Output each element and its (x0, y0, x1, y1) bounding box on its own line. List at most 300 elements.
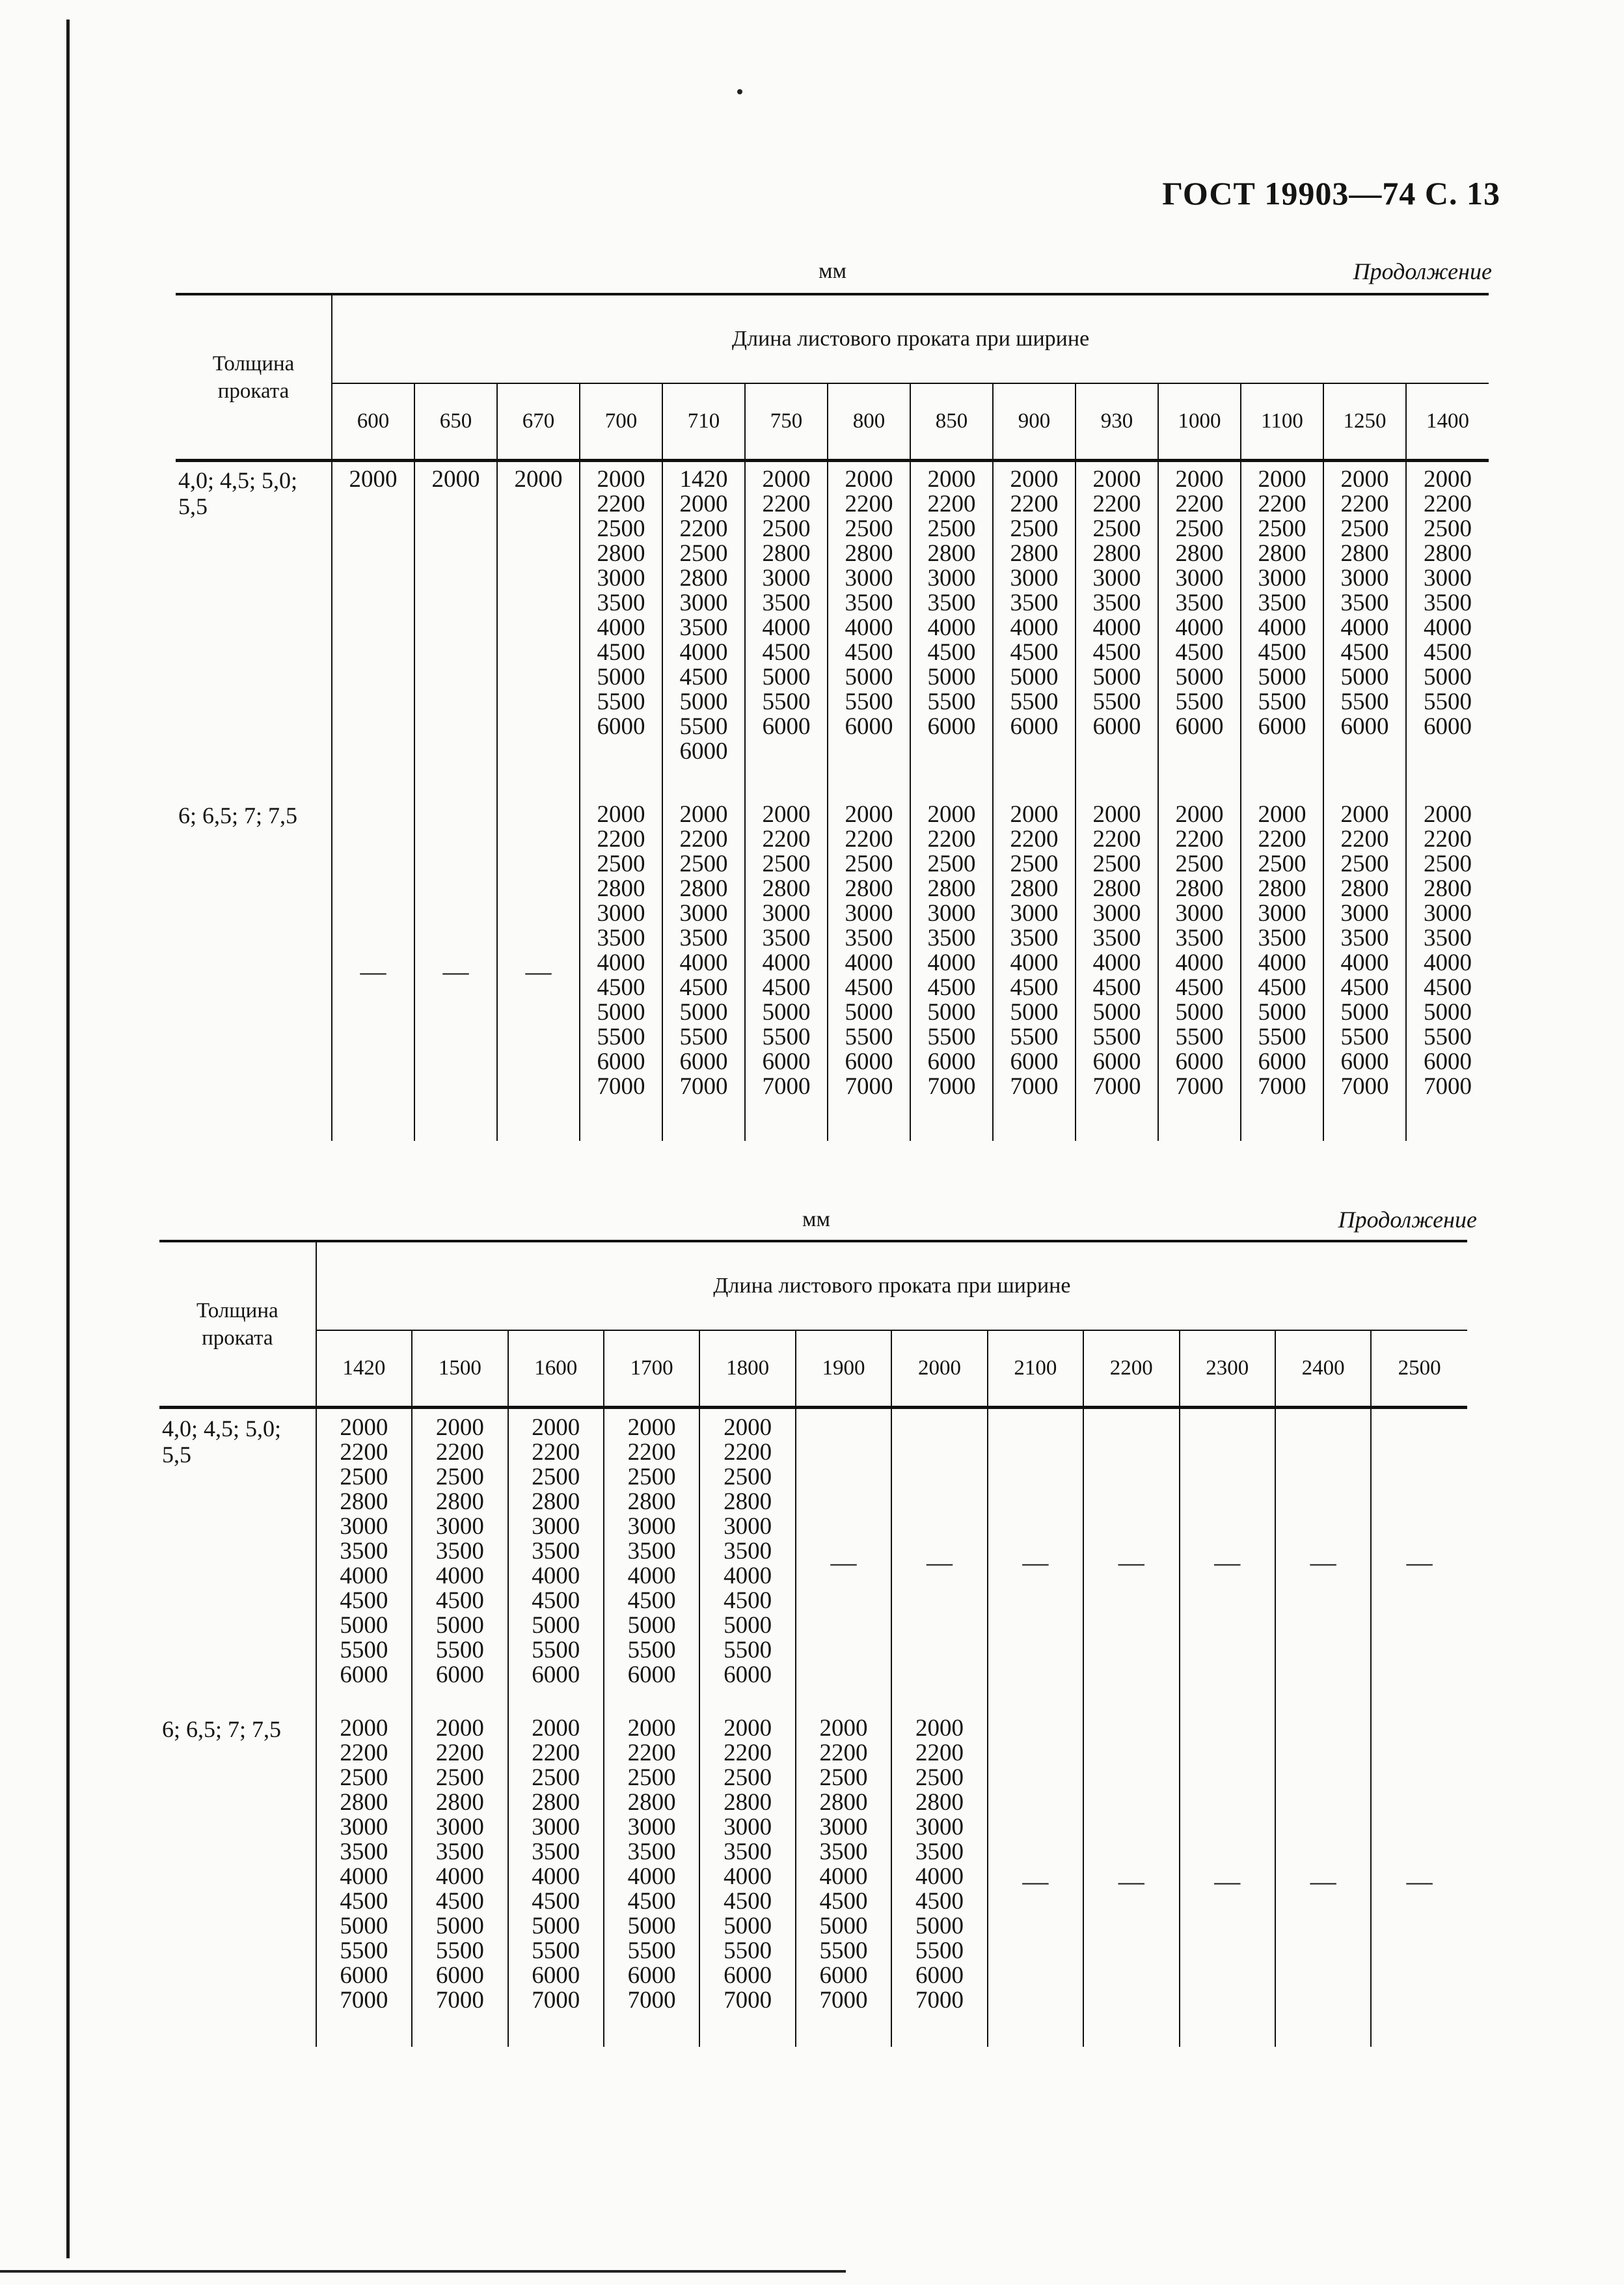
length-value: 2000 (1092, 801, 1141, 828)
length-value: 4000 (927, 950, 976, 976)
length-value: 2200 (927, 491, 976, 517)
length-value: 5500 (1340, 689, 1389, 715)
length-value: 2200 (845, 491, 893, 517)
length-value: 5500 (927, 1024, 976, 1050)
length-value: 2000 (597, 466, 645, 493)
length-value: 5000 (435, 1913, 484, 1939)
length-value: 3500 (340, 1839, 388, 1865)
length-value: 3500 (927, 925, 976, 951)
length-value: 6000 (435, 1662, 484, 1688)
length-value: 5500 (532, 1937, 580, 1964)
length-value: 2800 (597, 540, 645, 567)
length-value: 5000 (1258, 999, 1306, 1026)
length-value: 4500 (597, 974, 645, 1001)
length-value: 2200 (597, 826, 645, 853)
length-value: 4500 (1424, 974, 1472, 1001)
length-cell (508, 1408, 604, 1710)
length-value: 5000 (1092, 664, 1141, 691)
length-value: 2500 (927, 851, 976, 877)
length-value: 2000 (927, 466, 976, 493)
length-value: 5500 (597, 1024, 645, 1050)
length-cell (1083, 1408, 1179, 1710)
length-value: 2800 (597, 875, 645, 902)
length-cell (796, 1408, 891, 1710)
length-value: 2800 (1010, 875, 1059, 902)
thickness-cell: 6; 6,5; 7; 7,5 (176, 796, 332, 1141)
length-value: 2500 (679, 540, 728, 567)
length-value: 2800 (927, 875, 976, 902)
length-value: 3000 (679, 590, 728, 616)
length-value: 6000 (762, 713, 811, 740)
length-value: 6000 (340, 1662, 388, 1688)
length-value: 6000 (819, 1962, 868, 1989)
length-cell (412, 1408, 508, 1710)
length-value: 3000 (435, 1814, 484, 1840)
length-value: 3500 (1010, 590, 1059, 616)
length-value: 3000 (724, 1513, 772, 1540)
length-value: 2500 (724, 1464, 772, 1490)
length-value: 2000 (1424, 801, 1472, 828)
length-value: 4000 (1010, 950, 1059, 976)
width-header-cell: 1700 (604, 1330, 699, 1408)
length-value: 6000 (1092, 713, 1141, 740)
length-value: 1420 (679, 466, 728, 493)
length-value: 5000 (340, 1913, 388, 1939)
length-value: 6000 (1175, 1048, 1224, 1075)
width-header-row (159, 1330, 1467, 1408)
width-header-cell: 930 (1076, 383, 1158, 461)
length-value: 4000 (845, 614, 893, 641)
length-value: 2500 (340, 1764, 388, 1791)
length-value: 3500 (927, 590, 976, 616)
length-value: 5000 (435, 1612, 484, 1639)
length-value: 5500 (532, 1637, 580, 1663)
length-value: 4500 (532, 1587, 580, 1614)
length-value: 6000 (927, 713, 976, 740)
length-value: 3000 (597, 565, 645, 592)
length-value: 4500 (627, 1587, 676, 1614)
length-value: 3000 (435, 1513, 484, 1540)
length-value: 4000 (627, 1863, 676, 1890)
length-value: 4000 (597, 614, 645, 641)
length-value: 3000 (927, 900, 976, 927)
length-value: 2500 (532, 1764, 580, 1791)
length-value: 2500 (597, 515, 645, 542)
length-value: 2500 (532, 1464, 580, 1490)
length-value: 2200 (1340, 826, 1389, 853)
length-value: 4500 (679, 664, 728, 691)
length-value: 4000 (435, 1863, 484, 1890)
length-value: 4000 (1340, 614, 1389, 641)
length-value: 4000 (762, 614, 811, 641)
length-value: 3000 (1424, 565, 1472, 592)
length-value: 2800 (532, 1488, 580, 1515)
length-value: 5000 (1424, 664, 1472, 691)
length-value: 2500 (819, 1764, 868, 1791)
length-value: 2200 (724, 1439, 772, 1466)
length-value: 3500 (845, 925, 893, 951)
length-value: 7000 (532, 1987, 580, 2014)
length-value: 5500 (1258, 689, 1306, 715)
length-value: 7000 (724, 1987, 772, 2014)
width-header-cell: 650 (414, 383, 497, 461)
length-value: 2800 (435, 1789, 484, 1816)
length-cell (414, 461, 497, 797)
length-value: 3500 (1175, 925, 1224, 951)
length-value: 2800 (1258, 875, 1306, 902)
thickness-cell: 6; 6,5; 7; 7,5 (159, 1710, 316, 2047)
length-value: 7000 (819, 1987, 868, 2014)
length-value: 3000 (845, 565, 893, 592)
length-value: 2500 (1092, 515, 1141, 542)
length-value: 3500 (1010, 925, 1059, 951)
length-value: 3500 (1258, 590, 1306, 616)
length-value: 5000 (679, 689, 728, 715)
length-value: 2500 (845, 515, 893, 542)
length-value: 4500 (435, 1587, 484, 1614)
length-value: 5500 (679, 1024, 728, 1050)
length-value: 5000 (1340, 999, 1389, 1026)
length-value: 6000 (724, 1962, 772, 1989)
length-value: 5000 (1010, 664, 1059, 691)
length-cell (745, 461, 828, 797)
length-value: 4000 (724, 1863, 772, 1890)
length-value: 2000 (627, 1414, 676, 1441)
length-value: 4000 (1258, 614, 1306, 641)
length-value: 5500 (724, 1937, 772, 1964)
width-header-cell: 900 (993, 383, 1076, 461)
length-value: 5500 (679, 713, 728, 740)
table2 (159, 1240, 1467, 2047)
length-value: 2000 (340, 1715, 388, 1742)
no-value-dash: — (1022, 1548, 1049, 1577)
length-value: 2800 (1175, 540, 1224, 567)
length-cell (910, 796, 993, 1141)
length-value: 5000 (1258, 664, 1306, 691)
length-value: 2200 (1424, 826, 1472, 853)
table-row (176, 796, 1489, 1141)
length-cell (828, 796, 910, 1141)
length-value: 4500 (1175, 639, 1224, 666)
width-header-cell: 1500 (412, 1330, 508, 1408)
length-cell (699, 1408, 795, 1710)
length-value: 5000 (1175, 664, 1224, 691)
length-value: 5500 (1092, 1024, 1141, 1050)
length-value: 3500 (340, 1538, 388, 1565)
length-value: 2200 (340, 1740, 388, 1766)
length-cell (332, 796, 414, 1141)
length-value: 2500 (340, 1464, 388, 1490)
length-value: 2200 (927, 826, 976, 853)
length-value: 5500 (1424, 1024, 1472, 1050)
length-value: 2200 (627, 1740, 676, 1766)
length-value: 2800 (1092, 540, 1141, 567)
length-value: 2800 (627, 1488, 676, 1515)
table2-units: мм (802, 1207, 831, 1231)
length-value: 2000 (1175, 466, 1224, 493)
length-value: 2800 (1424, 540, 1472, 567)
width-header-cell: 850 (910, 383, 993, 461)
no-value-dash: — (1118, 1867, 1144, 1896)
length-value: 4500 (1092, 639, 1141, 666)
length-value: 5000 (762, 999, 811, 1026)
length-value: 3000 (1010, 565, 1059, 592)
length-cell (497, 796, 580, 1141)
no-value-dash: — (442, 957, 469, 986)
length-value: 6000 (1010, 713, 1059, 740)
length-value: 4000 (532, 1563, 580, 1589)
length-value: 2000 (762, 801, 811, 828)
length-value: 2500 (1340, 851, 1389, 877)
no-value-dash: — (525, 957, 552, 986)
width-header-cell: 2400 (1275, 1330, 1371, 1408)
width-header-cell: 1000 (1158, 383, 1241, 461)
length-value: 2800 (1258, 540, 1306, 567)
length-cell (580, 461, 662, 797)
no-value-dash: — (1406, 1548, 1433, 1577)
length-value: 7000 (927, 1073, 976, 1100)
length-value: 3000 (532, 1814, 580, 1840)
length-value: 2500 (762, 851, 811, 877)
length-cell (993, 796, 1076, 1141)
length-value: 2800 (435, 1488, 484, 1515)
length-value: 3500 (1258, 925, 1306, 951)
length-value: 3000 (845, 900, 893, 927)
length-value: 2200 (532, 1740, 580, 1766)
length-value: 6000 (1258, 1048, 1306, 1075)
length-value: 2000 (915, 1715, 964, 1742)
length-value: 4500 (1175, 974, 1224, 1001)
length-value: 2800 (762, 875, 811, 902)
length-value: 3500 (1424, 590, 1472, 616)
length-value: 2500 (597, 851, 645, 877)
length-value: 5000 (724, 1913, 772, 1939)
length-value: 3000 (627, 1814, 676, 1840)
length-value: 2200 (1424, 491, 1472, 517)
width-header-cell: 670 (497, 383, 580, 461)
length-value: 3000 (1258, 900, 1306, 927)
length-value: 2200 (532, 1439, 580, 1466)
length-value: 6000 (1424, 713, 1472, 740)
binding-edge-line (66, 20, 70, 2258)
length-value: 5500 (1092, 689, 1141, 715)
length-value: 2200 (597, 491, 645, 517)
length-value: 6000 (1010, 1048, 1059, 1075)
length-value: 2200 (1010, 826, 1059, 853)
length-value: 3500 (679, 614, 728, 641)
length-value: 6000 (1175, 713, 1224, 740)
length-cell (580, 796, 662, 1141)
length-value: 2200 (1175, 491, 1224, 517)
length-value: 5000 (532, 1612, 580, 1639)
length-value: 3000 (1258, 565, 1306, 592)
width-header-cell: 1600 (508, 1330, 604, 1408)
length-value: 6000 (340, 1962, 388, 1989)
length-cell (604, 1408, 699, 1710)
table1-continuation: Продолжение (1353, 258, 1492, 284)
width-header-cell: 1420 (316, 1330, 412, 1408)
thickness-header: Толщина проката (159, 1241, 316, 1408)
length-value: 4000 (762, 950, 811, 976)
length-cell (891, 1710, 987, 2047)
length-value: 2800 (532, 1789, 580, 1816)
length-value: 4000 (679, 950, 728, 976)
length-value: 2000 (431, 466, 480, 493)
length-value: 2200 (819, 1740, 868, 1766)
length-value: 4500 (1258, 639, 1306, 666)
length-value: 2000 (762, 466, 811, 493)
thickness-cell: 4,0; 4,5; 5,0; 5,5 (159, 1408, 316, 1710)
width-header-cell: 750 (745, 383, 828, 461)
length-value: 2500 (1175, 515, 1224, 542)
length-value: 4000 (597, 950, 645, 976)
length-value: 4000 (340, 1563, 388, 1589)
length-value: 2200 (1258, 491, 1306, 517)
length-value: 3500 (597, 925, 645, 951)
length-value: 7000 (627, 1987, 676, 2014)
length-value: 5500 (1175, 1024, 1224, 1050)
length-value: 3500 (762, 925, 811, 951)
length-value: 3000 (1010, 900, 1059, 927)
length-value: 4500 (340, 1888, 388, 1915)
length-value: 5500 (1010, 689, 1059, 715)
length-value: 2500 (1340, 515, 1389, 542)
length-value: 5500 (1175, 689, 1224, 715)
length-value: 2000 (724, 1414, 772, 1441)
length-value: 3000 (1340, 565, 1389, 592)
length-value: 2000 (1175, 801, 1224, 828)
width-header-cell: 800 (828, 383, 910, 461)
length-value: 3000 (532, 1513, 580, 1540)
length-value: 5500 (1010, 1024, 1059, 1050)
length-value: 4500 (1340, 639, 1389, 666)
length-value: 5000 (1424, 999, 1472, 1026)
length-value: 2500 (1010, 515, 1059, 542)
length-value: 2800 (1340, 540, 1389, 567)
table2-continuation: Продолжение (1338, 1207, 1477, 1233)
length-value: 4000 (679, 639, 728, 666)
length-value: 2500 (1258, 851, 1306, 877)
length-value: 5000 (597, 999, 645, 1026)
length-value: 4000 (627, 1563, 676, 1589)
length-cell (1323, 461, 1406, 797)
length-value: 2000 (819, 1715, 868, 1742)
length-value: 2200 (679, 826, 728, 853)
length-value: 3000 (1092, 565, 1141, 592)
width-header-cell: 2200 (1083, 1330, 1179, 1408)
length-value: 4500 (1424, 639, 1472, 666)
table-row (159, 1408, 1467, 1710)
length-value: 2000 (1010, 801, 1059, 828)
length-value: 2200 (1175, 826, 1224, 853)
length-value: 5000 (724, 1612, 772, 1639)
length-value: 6000 (845, 1048, 893, 1075)
length-value: 3500 (762, 590, 811, 616)
length-value: 5500 (627, 1637, 676, 1663)
length-value: 7000 (435, 1987, 484, 2014)
length-value: 2800 (340, 1488, 388, 1515)
length-value: 4000 (1424, 614, 1472, 641)
length-value: 3500 (845, 590, 893, 616)
length-value: 2200 (1092, 491, 1141, 517)
length-value: 4000 (845, 950, 893, 976)
length-value: 5000 (927, 664, 976, 691)
length-value: 2200 (762, 826, 811, 853)
table-row (176, 461, 1489, 797)
length-value: 2000 (514, 466, 563, 493)
length-value: 2500 (627, 1764, 676, 1791)
length-value: 3000 (1340, 900, 1389, 927)
length-value: 6000 (597, 1048, 645, 1075)
length-cell (1275, 1408, 1371, 1710)
length-value: 2800 (927, 540, 976, 567)
length-value: 2200 (724, 1740, 772, 1766)
length-cell (1076, 461, 1158, 797)
length-value: 2500 (724, 1764, 772, 1791)
length-value: 2800 (762, 540, 811, 567)
length-value: 2000 (927, 801, 976, 828)
no-value-dash: — (830, 1548, 857, 1577)
length-value: 2800 (1175, 875, 1224, 902)
length-value: 6000 (679, 738, 728, 765)
length-value: 3000 (679, 900, 728, 927)
length-value: 4500 (1010, 974, 1059, 1001)
no-value-dash: — (1022, 1867, 1049, 1896)
length-value: 6000 (927, 1048, 976, 1075)
no-value-dash: — (1310, 1867, 1336, 1896)
length-value: 2200 (1010, 491, 1059, 517)
length-value: 5000 (1092, 999, 1141, 1026)
length-cell (316, 1710, 412, 2047)
length-value: 6000 (1340, 1048, 1389, 1075)
length-value: 6000 (532, 1962, 580, 1989)
length-value: 5500 (340, 1937, 388, 1964)
length-value: 4500 (927, 974, 976, 1001)
length-value: 3500 (1092, 590, 1141, 616)
length-value: 4500 (340, 1587, 388, 1614)
length-value: 2000 (679, 491, 728, 517)
width-header-cell: 700 (580, 383, 662, 461)
no-value-dash: — (1406, 1867, 1433, 1896)
length-value: 5500 (1340, 1024, 1389, 1050)
length-value: 5000 (340, 1612, 388, 1639)
length-value: 4500 (724, 1888, 772, 1915)
length-cell (316, 1408, 412, 1710)
length-value: 5500 (1258, 1024, 1306, 1050)
length-cell (414, 796, 497, 1141)
length-value: 2000 (627, 1715, 676, 1742)
length-value: 2800 (679, 875, 728, 902)
length-cell (699, 1710, 795, 2047)
length-value: 2500 (1010, 851, 1059, 877)
length-cell (796, 1710, 891, 2047)
length-value: 3000 (340, 1513, 388, 1540)
length-value: 5000 (819, 1913, 868, 1939)
length-value: 4000 (1175, 614, 1224, 641)
length-value: 7000 (1010, 1073, 1059, 1100)
length-value: 4500 (1340, 974, 1389, 1001)
length-value: 7000 (1092, 1073, 1141, 1100)
length-value: 5500 (627, 1937, 676, 1964)
length-value: 6000 (915, 1962, 964, 1989)
length-value: 3000 (762, 565, 811, 592)
length-value: 5000 (627, 1913, 676, 1939)
length-value: 2200 (1258, 826, 1306, 853)
length-value: 2000 (1092, 466, 1141, 493)
length-value: 5500 (1424, 689, 1472, 715)
length-value: 2500 (1175, 851, 1224, 877)
length-value: 2000 (532, 1715, 580, 1742)
